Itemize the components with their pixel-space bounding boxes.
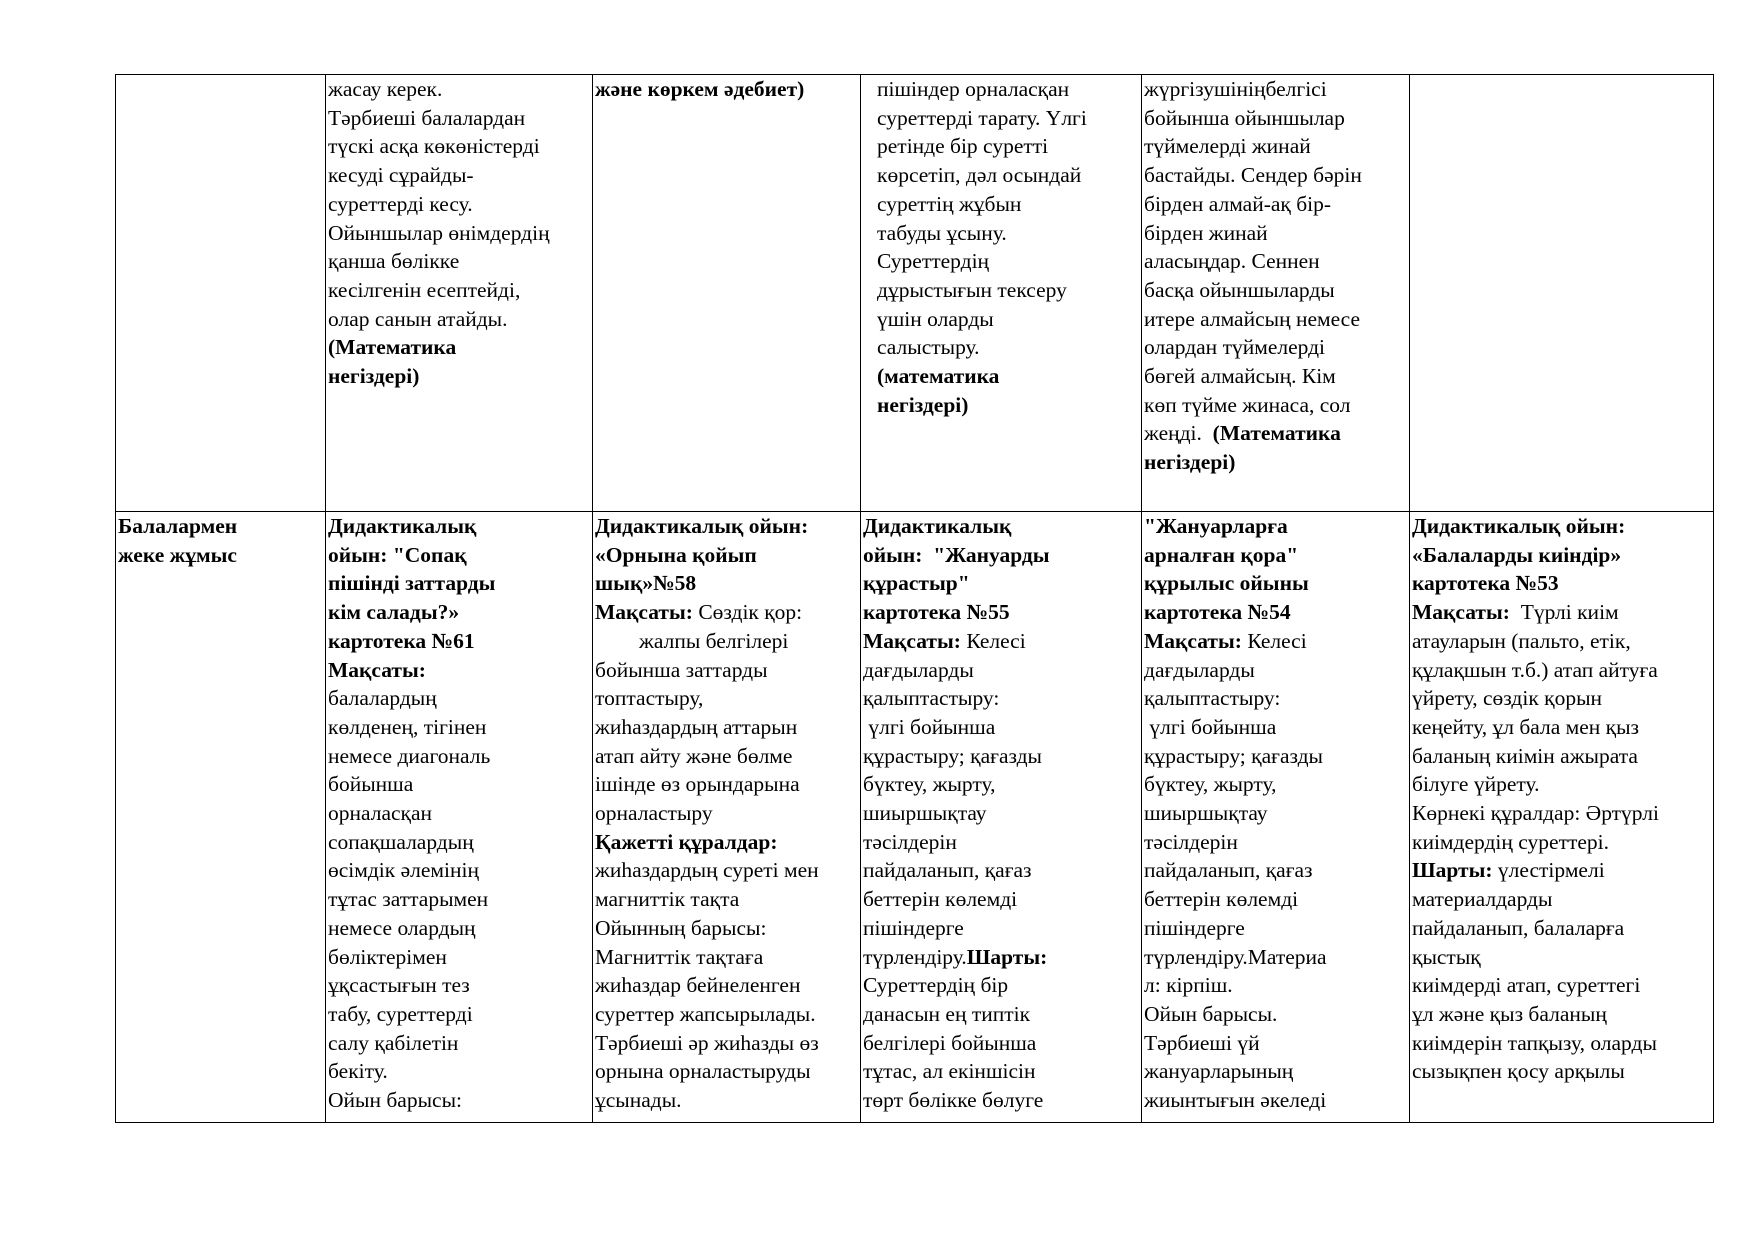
table-row [116,75,1714,512]
row2-cell-3 [861,512,1142,1123]
text-line: қалыптастыру: [1144,686,1281,711]
text-line [1412,598,1711,627]
game-title: Дидактикалық [328,514,477,538]
text-line: магниттік тақта [595,887,740,912]
text-line: орналастыру [595,801,713,826]
row1-cell-3 [861,75,1142,512]
text-line: құрастыру; қағазды [863,743,1042,768]
text-line: олар санын атайды. [328,306,508,331]
card-number: шық»№58 [595,571,697,596]
subject-tag: негіздері) [877,392,969,417]
text-line: суреттің жұбын [877,191,1022,216]
text-line: беттерін көлемді [863,887,1018,912]
text-line: қыстық [1412,944,1481,969]
text-line: киімдердің суреттері. [1412,829,1610,854]
text-line: салыстыру. [877,335,980,360]
text-line [1144,627,1407,656]
text-line: пайдаланып, балаларға [1412,915,1625,940]
text-line: Тәрбиеші әр жиһазды өз [595,1030,819,1055]
text-line: атап айту және бөлме [595,743,793,768]
row2-cell-0 [116,512,326,1123]
card-number: картотека №53 [1412,571,1559,596]
condition-label: Шарты: [1412,858,1493,883]
text-line: үлгі бойынша [1144,714,1277,739]
text-fragment: Келесі [1241,628,1307,653]
text-line: Ойыншылар өнімдердің [328,220,550,245]
text-line: бірден алмай-ақ бір- [1144,191,1332,216]
text-line: тұтас, ал екіншісін [863,1059,1036,1084]
text-line: балалардың [328,686,437,711]
game-title: "Жануарларға [1144,514,1288,538]
game-title: ойын: "Жануарды [863,542,1050,567]
text-line [595,598,858,627]
text-line: пайдаланып, қағаз [863,858,1032,883]
card-number: картотека №54 [1144,600,1291,625]
text-line: жиһаздар бейнеленген [595,973,801,998]
text-line: бойынша заттарды [595,657,768,682]
goal-label: Мақсаты: [1412,600,1510,625]
goal-label: Мақсаты: [595,600,693,625]
text-line: бастайды. Сендер бәрін [1144,163,1362,188]
text-line: баланың киімін ажырата [1412,743,1638,768]
subject-tag: (Математика [1212,421,1341,446]
text-line: бөгей алмайсың. Кім [1144,364,1336,389]
text-line: орналасқан [328,801,433,826]
text-line: сызықпен қосу арқылы [1412,1059,1625,1084]
row2-cell-4 [1142,512,1410,1123]
text-line: тәсілдерін [1144,829,1238,854]
text-line: құрастыру; қағазды [1144,743,1323,768]
subject-tag: негіздері) [1144,450,1236,475]
text-fragment: жеңді. [1144,421,1213,446]
text-line: бүктеу, жырту, [863,772,996,797]
game-title: «Орнына қойып [595,542,757,567]
row1-cell-4 [1142,75,1410,512]
text-line: құлақшын т.б.) атап айтуға [1412,657,1658,682]
text-line [863,627,1139,656]
text-line: жалпы белгілері [639,628,789,653]
subject-tag: (Математика [328,335,457,360]
game-title: құрастыр" [863,571,970,596]
text-line: Ойын барысы: [328,1088,462,1113]
text-line: киімдерді атап, суреттегі [1412,973,1641,998]
text-line: түрлендіру.Материа [1144,944,1327,969]
text-line: көп түйме жинаса, сол [1144,392,1351,417]
text-line: бекіту. [328,1059,388,1084]
subject-tag: және көркем әдебиет) [595,77,805,101]
text-line: шиыршықтау [1144,801,1268,826]
tools-label: Қажетті құралдар: [595,829,778,854]
text-line: үшін оларды [877,306,994,331]
game-title: «Балаларды киіндір» [1412,542,1622,567]
text-line: дағдыларды [863,657,974,682]
condition-label: Шарты: [966,944,1048,969]
text-line: киімдерін тапқызу, оларды [1412,1030,1657,1055]
text-line: итере алмайсың немесе [1144,306,1361,331]
text-line: бойынша [328,772,414,797]
text-line: сопақшалардың [328,829,474,854]
text-line: ретінде бір суретті [877,134,1049,159]
text-line: салу қабілетін [328,1030,459,1055]
text-line: пішіндерге [1144,915,1245,940]
text-line: түймелерді жинай [1144,134,1311,159]
text-line: төрт бөлікке бөлуге [863,1088,1044,1113]
text-line: көлденең, тігінен [328,714,487,739]
text-line: тәсілдерін [863,829,957,854]
text-line: пішіндер орналасқан [877,77,1070,101]
text-line: ішінде өз орындарына [595,772,800,797]
text-line: тұтас заттарымен [328,887,489,912]
text-line: жиынтығын әкеледі [1144,1088,1327,1113]
text-line: қанша бөлікке [328,249,460,274]
text-line: суреттер жапсырылады. [595,1001,816,1026]
text-line: Тәрбиеші үй [1144,1030,1260,1055]
text-line: суреттерді тарату. Үлгі [877,105,1087,130]
text-line: үлгі бойынша [863,714,996,739]
text-line: л: кірпіш. [1144,973,1233,998]
text-fragment: үлестірмелі [1492,858,1605,883]
text-line: бірден жинай [1144,220,1268,245]
text-line: Магниттік тақтаға [595,944,764,969]
text-line: топтастыру, [595,686,704,711]
text-line: Көрнекі құралдар: Әртүрлі [1412,801,1659,826]
row1-cell-1 [326,75,593,512]
text-line: суреттерді кесу. [328,191,473,216]
text-line [863,943,1139,972]
game-title: құрылыс ойыны [1144,571,1309,596]
text-line: бөліктерімен [328,944,447,969]
text-line: жиһаздардың суреті мен [595,858,819,883]
text-line: ұл және қыз баланың [1412,1001,1607,1026]
text-line: Ойын барысы. [1144,1001,1278,1026]
text-fragment: Келесі [960,628,1026,653]
text-line: бойынша ойыншылар [1144,105,1345,130]
text-line: жануарларының [1144,1059,1294,1084]
text-fragment: Түрлі киім [1509,600,1619,625]
text-line: табу, суреттерді [328,1001,473,1026]
text-line: орнына орналастыруды [595,1059,811,1084]
text-line: кесілгенін есептейді, [328,277,521,302]
text-line: дағдыларды [1144,657,1255,682]
subject-tag: негіздері) [328,364,420,389]
text-line: пішіндерге [863,915,964,940]
text-line: ұқсастығын тез [328,973,470,998]
text-line: үйрету, сөздік қорын [1412,686,1603,711]
game-title: Дидактикалық ойын: [1412,514,1626,538]
row-heading: Балалармен [118,514,238,538]
text-line: кесуді сұрайды- [328,163,474,188]
text-line: көрсетіп, дәл осындай [877,163,1082,188]
text-line: атауларын (пальто, етік, [1412,628,1631,653]
text-line: белгілері бойынша [863,1030,1037,1055]
subject-tag: (математика [877,364,1000,389]
text-line: беттерін көлемді [1144,887,1299,912]
text-line: аласыңдар. Сеннен [1144,249,1320,274]
card-number: картотека №55 [863,600,1010,625]
text-line: Суреттердің [877,249,990,274]
row1-cell-5 [1410,75,1714,512]
text-line: олардан түймелерді [1144,335,1326,360]
row-heading: жеке жұмыс [118,542,237,567]
game-title: Дидактикалық [863,514,1012,538]
table-row [116,512,1714,1123]
text-line: материалдарды [1412,887,1553,912]
text-line: ұсынады. [595,1088,682,1113]
text-line: шиыршықтау [863,801,987,826]
row2-cell-1 [326,512,593,1123]
text-line: қалыптастыру: [863,686,1000,711]
game-title: кім салады?» [328,600,460,625]
row1-cell-0 [116,75,326,512]
goal-label: Мақсаты: [863,628,961,653]
text-line: жүргізушініңбелгісі [1144,77,1327,101]
text-line: бүктеу, жырту, [1144,772,1277,797]
text-line: Суреттердің бір [863,973,1009,998]
text-line [1144,419,1407,448]
text-line: табуды ұсыну. [877,220,1007,245]
text-fragment: түрлендіру. [863,944,967,969]
text-line: Ойынның барысы: [595,915,767,940]
text-line: немесе диагональ [328,743,491,768]
card-number: картотека №61 [328,628,475,653]
game-title: пішінді заттарды [328,571,496,596]
text-line: пайдаланып, қағаз [1144,858,1313,883]
text-line: кеңейту, ұл бала мен қыз [1412,714,1640,739]
lesson-plan-table [115,74,1714,1123]
row1-cell-2 [593,75,861,512]
text-line: дұрыстығын тексеру [877,277,1067,302]
text-fragment: Сөздік қор: [692,600,803,625]
text-line: жасау керек. [328,77,443,101]
goal-label: Мақсаты: [328,657,426,682]
text-line: өсімдік әлемінің [328,858,479,883]
text-line: білуге үйрету. [1412,772,1540,797]
text-line: басқа ойыншыларды [1144,277,1335,302]
goal-label: Мақсаты: [1144,628,1242,653]
row2-cell-2 [593,512,861,1123]
game-title: Дидактикалық ойын: [595,514,809,538]
text-line: данасын ең типтік [863,1001,1031,1026]
game-title: ойын: "Сопақ [328,542,467,567]
game-title: арналған қора" [1144,542,1299,567]
text-line: жиһаздардың аттарын [595,714,798,739]
row2-cell-5 [1410,512,1714,1123]
text-line: түскі асқа көкөністерді [328,134,540,159]
text-line: Тәрбиеші балалардан [328,105,526,130]
text-line [1412,856,1711,885]
text-line: немесе олардың [328,915,476,940]
